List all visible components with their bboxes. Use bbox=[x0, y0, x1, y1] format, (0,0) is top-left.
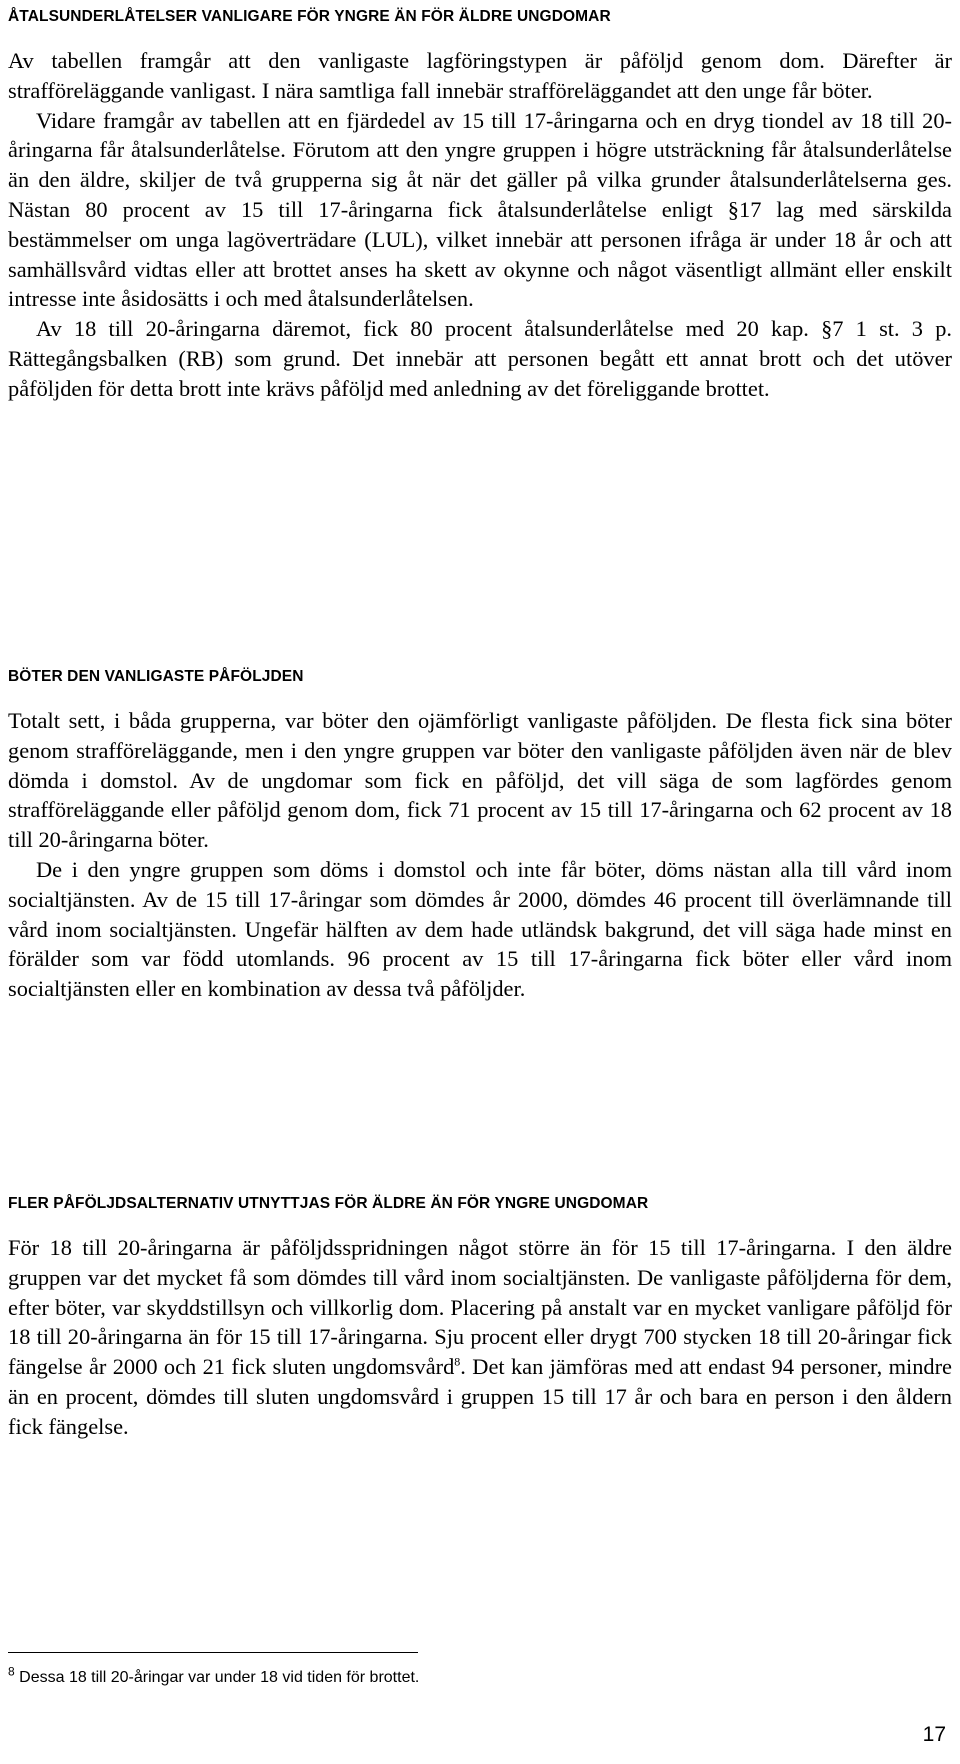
document-page bbox=[8, 0, 952, 1764]
footnote-divider bbox=[8, 1652, 418, 1653]
paragraph: Totalt sett, i båda grupperna, var böter den ojämförligt vanligaste påföljden. De flesta fick sina böter genom strafföreläggande, men i den yngre gruppen var böter den vanligaste påföljden även när de blev dömda i domstol. Av de ungdomar som fick en påföljd, det vill säga de som lagfördes genom strafföreläggande eller påföljd genom dom, fick 71 procent av 15 till 17-åringarna och 62 procent av 18 till 20-åringarna böter. bbox=[8, 708, 952, 853]
section-body bbox=[8, 1233, 952, 1442]
paragraph-text: Det kan jämföras med att endast 94 personer, mindre än en procent, dömdes till sluten ungdomsvård i gruppen 15 till 17 år och bara en person i den åldern fick fängelse. bbox=[8, 1354, 952, 1439]
footnote-number: 8 bbox=[8, 1664, 15, 1679]
section-heading: ÅTALSUNDERLÅTELSER VANLIGARE FÖR YNGRE ÄN FÖR ÄLDRE UNGDOMAR bbox=[8, 8, 611, 25]
section-heading: FLER PÅFÖLJDSALTERNATIV UTNYTTJAS FÖR ÄLDRE ÄN FÖR YNGRE UNGDOMAR bbox=[8, 1195, 649, 1212]
footnote-reference: 8 bbox=[454, 1354, 461, 1369]
footnote-text: Dessa 18 till 20-åringar var under 18 vid tiden för brottet. bbox=[19, 1669, 420, 1686]
paragraph: De i den yngre gruppen som döms i domstol och inte får böter, döms nästan alla till vård inom socialtjänsten. Av de 15 till 17-åringar som dömdes år 2000, dömdes 46 procent till överlämnande till vård inom socialtjänsten. Ungefär hälften av dem hade utländsk bakgrund, det vill säga hade minst en förälder som var född utomlands. 96 procent av 15 till 17-åringarna fick böter eller vård inom socialtjänsten eller en kombination av dessa två påföljder. bbox=[8, 856, 952, 1002]
paragraph-text: För 18 till 20-åringarna är påföljdsspridningen något större än för 15 till 17-åringarna. I den äldre gruppen var det mycket få som dömdes till vård inom socialtjänsten. De vanligaste påföljderna för dem, efter böter, var skyddstillsyn och villkorlig dom. Placering på anstalt var en mycket vanligare påföljd för 18 till 20-åringarna än för 15 till 17-åringarna. Sju procent eller drygt 700 stycken 18 till 20-åringar fick fängelse år 2000 och 21 fick sluten ungdomsvård bbox=[8, 1235, 952, 1380]
paragraph: Vidare framgår av tabellen att en fjärdedel av 15 till 17-åringarna och en dryg tiondel av 18 till 20-åringarna får åtalsunderlåtelse. Förutom att den yngre gruppen i högre utsträckning får åtalsunderlåtelse än den äldre, skiljer de två grupperna sig åt när det gäller på vilka grunder åtalsunderlåtelserna ges. Nästan 80 procent av 15 till 17-åringarna fick åtalsunderlåtelse enligt §17 lag med särskilda bestämmelser om unga lagöverträdare (LUL), vilket innebär att personen ifråga är under 18 år och att samhällsvård vidtas eller att brottet anses ha skett av okynne och något väsentligt allmänt eller enskilt intresse inte åsidosätts i och med åtalsunderlåtelsen. bbox=[8, 107, 952, 312]
footnote bbox=[8, 1664, 420, 1688]
paragraph: Av 18 till 20-åringarna däremot, fick 80 procent åtalsunderlåtelse med 20 kap. §7 1 st. 3 p. Rättegångsbalken (RB) som grund. Det innebär att personen begått ett annat brott och det utöver påföljden för detta brott inte krävs påföljd med anledning av det föreliggande brottet. bbox=[8, 316, 952, 401]
paragraph: För 18 till 20-åringarna är påföljdsspridningen något större än för 15 till 17-åringarna. I den äldre gruppen var det mycket få som dömdes till vård inom socialtjänsten. De vanligaste påföljderna för dem, efter böter, var skyddstillsyn och villkorlig dom. Placering på anstalt var en mycket vanligare påföljd för 18 till 20-åringarna än för 15 till 17-åringarna. Sju procent eller drygt 700 stycken 18 till 20-åringar fick fängelse år 2000 och 21 fick sluten ungdomsvård$^8$. Det kan jämföras med att endast 94 personer, mindre än en procent, dömdes till sluten ungdomsvård i gruppen 15 till 17 år och bara en person i den åldern fick fängelse. bbox=[8, 1235, 952, 1439]
section-body bbox=[8, 46, 952, 404]
section-body bbox=[8, 706, 952, 1004]
paragraph: Av tabellen framgår att den vanligaste lagföringstypen är påföljd genom dom. Därefter är strafföreläggande vanligast. I nära samtliga fall innebär strafföreläggandet att den unge får böter. bbox=[8, 48, 952, 103]
section-heading: BÖTER DEN VANLIGASTE PÅFÖLJDEN bbox=[8, 668, 304, 685]
page-number: 17 bbox=[922, 1723, 946, 1746]
